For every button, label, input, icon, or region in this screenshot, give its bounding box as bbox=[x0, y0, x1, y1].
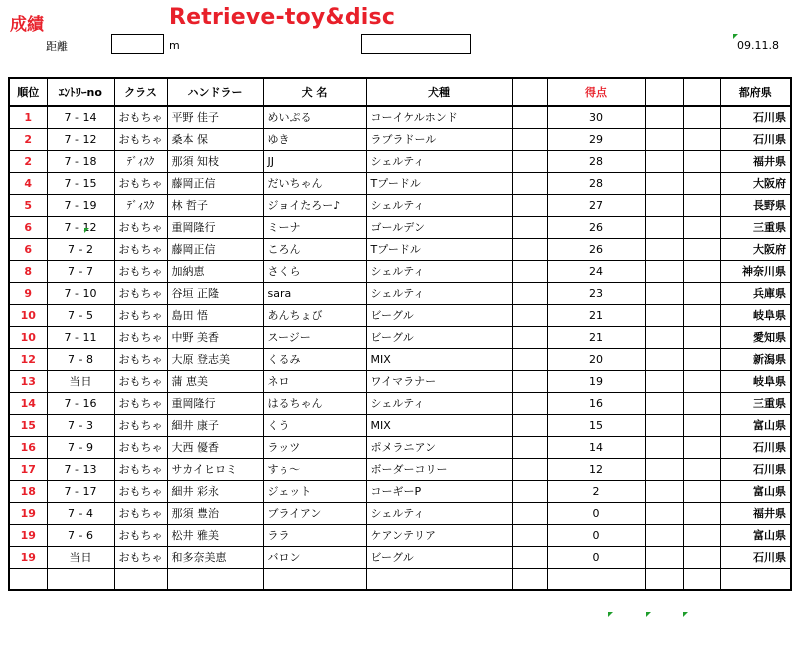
cell-class[interactable]: おもちゃ bbox=[114, 392, 167, 414]
cell-score[interactable]: 23 bbox=[547, 282, 645, 304]
cell-breed[interactable]: ゴールデン bbox=[366, 216, 512, 238]
col-breed: 犬種 bbox=[366, 78, 512, 106]
table-row bbox=[9, 370, 791, 392]
cell-handler[interactable]: 松井 雅美 bbox=[167, 524, 263, 546]
comment-marker-icon[interactable] bbox=[683, 612, 688, 617]
cell-dog-name[interactable]: くう bbox=[263, 414, 366, 436]
cell-handler[interactable]: 蒲 恵美 bbox=[167, 370, 263, 392]
cell-rank[interactable]: 10 bbox=[9, 326, 47, 348]
cell-dog-name[interactable]: ネロ bbox=[263, 370, 366, 392]
col-blank-3 bbox=[683, 78, 720, 106]
cell-breed[interactable]: ビーグル bbox=[366, 326, 512, 348]
table-row bbox=[9, 502, 791, 524]
cell-prefecture[interactable]: 神奈川県 bbox=[720, 260, 791, 282]
cell-handler[interactable]: 谷垣 正隆 bbox=[167, 282, 263, 304]
cell-dog-name[interactable]: スージー bbox=[263, 326, 366, 348]
cell-class[interactable]: おもちゃ bbox=[114, 216, 167, 238]
cell-breed[interactable]: ビーグル bbox=[366, 546, 512, 568]
cell-rank[interactable]: 2 bbox=[9, 128, 47, 150]
cell-rank[interactable]: 1 bbox=[9, 106, 47, 128]
table-row bbox=[9, 304, 791, 326]
cell-blank[interactable] bbox=[512, 480, 547, 502]
col-entry: ｴﾝﾄﾘｰno bbox=[47, 78, 114, 106]
cell-score[interactable]: 20 bbox=[547, 348, 645, 370]
cell-blank[interactable] bbox=[683, 238, 720, 260]
cell-entry[interactable]: 7 - 5 bbox=[47, 304, 114, 326]
cell-entry[interactable]: 7 - 12 bbox=[47, 216, 114, 238]
cell-dog-name[interactable]: ジェット bbox=[263, 480, 366, 502]
cell-blank[interactable] bbox=[645, 568, 683, 590]
cell-prefecture[interactable]: 石川県 bbox=[720, 546, 791, 568]
cell-blank[interactable] bbox=[683, 326, 720, 348]
cell-handler[interactable]: 重岡隆行 bbox=[167, 392, 263, 414]
cell-blank[interactable] bbox=[547, 568, 645, 590]
table-row bbox=[9, 326, 791, 348]
cell-rank[interactable]: 19 bbox=[9, 546, 47, 568]
cell-dog-name[interactable]: くるみ bbox=[263, 348, 366, 370]
cell-entry[interactable]: 7 - 14 bbox=[47, 106, 114, 128]
cell-rank[interactable]: 5 bbox=[9, 194, 47, 216]
cell-class[interactable]: おもちゃ bbox=[114, 502, 167, 524]
cell-entry[interactable]: 7 - 9 bbox=[47, 436, 114, 458]
cell-score[interactable]: 16 bbox=[547, 392, 645, 414]
cell-handler[interactable]: 細井 彩永 bbox=[167, 480, 263, 502]
cell-breed[interactable]: ケアンテリア bbox=[366, 524, 512, 546]
cell-score[interactable]: 15 bbox=[547, 414, 645, 436]
cell-prefecture[interactable]: 岐阜県 bbox=[720, 304, 791, 326]
cell-blank[interactable] bbox=[645, 172, 683, 194]
cell-blank[interactable] bbox=[512, 194, 547, 216]
cell-blank[interactable] bbox=[645, 392, 683, 414]
table-row bbox=[9, 150, 791, 172]
cell-class[interactable]: おもちゃ bbox=[114, 106, 167, 128]
cell-entry[interactable]: 7 - 4 bbox=[47, 502, 114, 524]
table-row bbox=[9, 172, 791, 194]
cell-dog-name[interactable]: あんちょび bbox=[263, 304, 366, 326]
cell-entry[interactable]: 7 - 19 bbox=[47, 194, 114, 216]
cell-class[interactable]: おもちゃ bbox=[114, 326, 167, 348]
cell-blank[interactable] bbox=[645, 370, 683, 392]
cell-blank[interactable] bbox=[645, 150, 683, 172]
cell-blank[interactable] bbox=[512, 150, 547, 172]
cell-entry[interactable]: 7 - 7 bbox=[47, 260, 114, 282]
cell-class[interactable]: ﾃﾞｨｽｸ bbox=[114, 194, 167, 216]
cell-blank[interactable] bbox=[645, 524, 683, 546]
distance-label: 距離 bbox=[46, 40, 68, 53]
cell-blank[interactable] bbox=[645, 348, 683, 370]
cell-score[interactable]: 28 bbox=[547, 150, 645, 172]
cell-blank[interactable] bbox=[683, 502, 720, 524]
cell-blank[interactable] bbox=[512, 128, 547, 150]
cell-rank[interactable]: 14 bbox=[9, 392, 47, 414]
cell-entry[interactable]: 当日 bbox=[47, 370, 114, 392]
cell-rank[interactable]: 10 bbox=[9, 304, 47, 326]
cell-blank[interactable] bbox=[645, 502, 683, 524]
table-row bbox=[9, 524, 791, 546]
cell-blank[interactable] bbox=[645, 282, 683, 304]
cell-prefecture[interactable]: 福井県 bbox=[720, 150, 791, 172]
cell-dog-name[interactable]: ゆき bbox=[263, 128, 366, 150]
cell-blank[interactable] bbox=[512, 216, 547, 238]
cell-blank[interactable] bbox=[114, 568, 167, 590]
cell-prefecture[interactable]: 三重県 bbox=[720, 216, 791, 238]
cell-class[interactable]: おもちゃ bbox=[114, 238, 167, 260]
cell-dog-name[interactable]: ジョイたろー♪ bbox=[263, 194, 366, 216]
cell-blank[interactable] bbox=[645, 326, 683, 348]
cell-breed[interactable]: シェルティ bbox=[366, 392, 512, 414]
cell-prefecture[interactable]: 大阪府 bbox=[720, 172, 791, 194]
cell-blank[interactable] bbox=[683, 436, 720, 458]
cell-blank[interactable] bbox=[512, 392, 547, 414]
cell-breed[interactable]: ラブラドール bbox=[366, 128, 512, 150]
col-blank-2 bbox=[645, 78, 683, 106]
cell-breed[interactable]: Tプードル bbox=[366, 172, 512, 194]
cell-handler[interactable]: サカイヒロミ bbox=[167, 458, 263, 480]
cell-handler[interactable]: 和多奈美恵 bbox=[167, 546, 263, 568]
cell-dog-name[interactable]: さくら bbox=[263, 260, 366, 282]
cell-rank[interactable]: 2 bbox=[9, 150, 47, 172]
cell-blank[interactable] bbox=[683, 348, 720, 370]
cell-prefecture[interactable]: 石川県 bbox=[720, 106, 791, 128]
cell-blank[interactable] bbox=[512, 502, 547, 524]
cell-blank[interactable] bbox=[512, 238, 547, 260]
comment-marker-icon[interactable] bbox=[84, 228, 89, 233]
cell-blank[interactable] bbox=[512, 282, 547, 304]
table-row bbox=[9, 282, 791, 304]
cell-score[interactable]: 19 bbox=[547, 370, 645, 392]
cell-breed[interactable]: MIX bbox=[366, 414, 512, 436]
cell-blank[interactable] bbox=[645, 194, 683, 216]
cell-prefecture[interactable]: 石川県 bbox=[720, 128, 791, 150]
cell-breed[interactable]: ビーグル bbox=[366, 304, 512, 326]
cell-blank[interactable] bbox=[683, 392, 720, 414]
cell-blank[interactable] bbox=[645, 546, 683, 568]
cell-blank[interactable] bbox=[512, 370, 547, 392]
cell-blank[interactable] bbox=[512, 172, 547, 194]
cell-blank[interactable] bbox=[512, 260, 547, 282]
cell-breed[interactable]: シェルティ bbox=[366, 282, 512, 304]
table-row bbox=[9, 106, 791, 128]
cell-rank[interactable]: 8 bbox=[9, 260, 47, 282]
col-dog-name: 犬 名 bbox=[263, 78, 366, 106]
cell-prefecture[interactable]: 三重県 bbox=[720, 392, 791, 414]
cell-blank[interactable] bbox=[645, 436, 683, 458]
cell-handler[interactable]: 藤岡正信 bbox=[167, 172, 263, 194]
cell-rank[interactable]: 19 bbox=[9, 524, 47, 546]
cell-blank[interactable] bbox=[683, 568, 720, 590]
cell-prefecture[interactable]: 愛知県 bbox=[720, 326, 791, 348]
event-date: 09.11.8 bbox=[737, 39, 779, 52]
cell-score[interactable]: 24 bbox=[547, 260, 645, 282]
cell-class[interactable]: おもちゃ bbox=[114, 480, 167, 502]
cell-class[interactable]: おもちゃ bbox=[114, 282, 167, 304]
cell-handler[interactable]: 島田 悟 bbox=[167, 304, 263, 326]
cell-score[interactable]: 12 bbox=[547, 458, 645, 480]
cell-blank[interactable] bbox=[167, 568, 263, 590]
cell-class[interactable]: おもちゃ bbox=[114, 370, 167, 392]
cell-breed[interactable]: ボーダーコリー bbox=[366, 458, 512, 480]
cell-blank[interactable] bbox=[645, 216, 683, 238]
cell-rank[interactable]: 17 bbox=[9, 458, 47, 480]
cell-class[interactable]: おもちゃ bbox=[114, 304, 167, 326]
cell-blank[interactable] bbox=[263, 568, 366, 590]
cell-dog-name[interactable]: めいぷる bbox=[263, 106, 366, 128]
cell-blank[interactable] bbox=[683, 304, 720, 326]
cell-blank[interactable] bbox=[683, 106, 720, 128]
cell-blank[interactable] bbox=[512, 568, 547, 590]
cell-prefecture[interactable]: 石川県 bbox=[720, 458, 791, 480]
table-row bbox=[9, 480, 791, 502]
cell-rank[interactable]: 19 bbox=[9, 502, 47, 524]
cell-score[interactable]: 30 bbox=[547, 106, 645, 128]
header-row bbox=[9, 78, 791, 106]
col-score: 得点 bbox=[547, 78, 645, 106]
cell-prefecture[interactable]: 大阪府 bbox=[720, 238, 791, 260]
cell-dog-name[interactable]: ラッツ bbox=[263, 436, 366, 458]
cell-blank[interactable] bbox=[683, 370, 720, 392]
cell-handler[interactable]: 細井 康子 bbox=[167, 414, 263, 436]
cell-breed[interactable]: MIX bbox=[366, 348, 512, 370]
cell-rank[interactable]: 18 bbox=[9, 480, 47, 502]
cell-breed[interactable]: シェルティ bbox=[366, 194, 512, 216]
cell-blank[interactable] bbox=[683, 414, 720, 436]
cell-blank[interactable] bbox=[683, 480, 720, 502]
cell-rank[interactable]: 6 bbox=[9, 238, 47, 260]
cell-rank[interactable]: 12 bbox=[9, 348, 47, 370]
cell-class[interactable]: おもちゃ bbox=[114, 436, 167, 458]
cell-blank[interactable] bbox=[645, 106, 683, 128]
col-handler: ハンドラー bbox=[167, 78, 263, 106]
cell-score[interactable]: 0 bbox=[547, 546, 645, 568]
comment-marker-icon[interactable] bbox=[608, 612, 613, 617]
distance-input-cell[interactable] bbox=[111, 34, 164, 54]
cell-blank[interactable] bbox=[645, 128, 683, 150]
cell-blank[interactable] bbox=[512, 326, 547, 348]
cell-handler[interactable]: 藤岡正信 bbox=[167, 238, 263, 260]
cell-score[interactable]: 0 bbox=[547, 524, 645, 546]
cell-score[interactable]: 14 bbox=[547, 436, 645, 458]
cell-entry[interactable]: 7 - 8 bbox=[47, 348, 114, 370]
cell-dog-name[interactable]: JJ bbox=[263, 150, 366, 172]
cell-rank[interactable]: 6 bbox=[9, 216, 47, 238]
cell-score[interactable]: 21 bbox=[547, 326, 645, 348]
cell-prefecture[interactable]: 新潟県 bbox=[720, 348, 791, 370]
cell-entry[interactable]: 7 - 15 bbox=[47, 172, 114, 194]
cell-blank[interactable] bbox=[512, 436, 547, 458]
cell-score[interactable]: 27 bbox=[547, 194, 645, 216]
cell-entry[interactable]: 7 - 17 bbox=[47, 480, 114, 502]
cell-rank[interactable]: 16 bbox=[9, 436, 47, 458]
cell-rank[interactable]: 15 bbox=[9, 414, 47, 436]
cell-dog-name[interactable]: ララ bbox=[263, 524, 366, 546]
cell-blank[interactable] bbox=[683, 282, 720, 304]
table-row bbox=[9, 128, 791, 150]
cell-prefecture[interactable]: 石川県 bbox=[720, 436, 791, 458]
table-row bbox=[9, 238, 791, 260]
cell-breed[interactable]: シェルティ bbox=[366, 502, 512, 524]
col-class: クラス bbox=[114, 78, 167, 106]
cell-entry[interactable]: 7 - 16 bbox=[47, 392, 114, 414]
cell-dog-name[interactable]: はるちゃん bbox=[263, 392, 366, 414]
cell-dog-name[interactable]: ころん bbox=[263, 238, 366, 260]
cell-blank[interactable] bbox=[683, 260, 720, 282]
cell-blank[interactable] bbox=[683, 150, 720, 172]
table-row bbox=[9, 348, 791, 370]
cell-score[interactable]: 26 bbox=[547, 238, 645, 260]
cell-score[interactable]: 2 bbox=[547, 480, 645, 502]
cell-entry[interactable]: 7 - 10 bbox=[47, 282, 114, 304]
cell-blank[interactable] bbox=[512, 106, 547, 128]
cell-blank[interactable] bbox=[645, 304, 683, 326]
cell-breed[interactable]: コーイケルホンド bbox=[366, 106, 512, 128]
cell-dog-name[interactable]: sara bbox=[263, 282, 366, 304]
cell-handler[interactable]: 平野 佳子 bbox=[167, 106, 263, 128]
cell-score[interactable]: 21 bbox=[547, 304, 645, 326]
cell-dog-name[interactable]: すぅ～ bbox=[263, 458, 366, 480]
cell-prefecture[interactable]: 福井県 bbox=[720, 502, 791, 524]
cell-dog-name[interactable]: ブライアン bbox=[263, 502, 366, 524]
cell-class[interactable]: おもちゃ bbox=[114, 128, 167, 150]
cell-score[interactable]: 26 bbox=[547, 216, 645, 238]
cell-breed[interactable]: ポメラニアン bbox=[366, 436, 512, 458]
distance-unit: m bbox=[169, 39, 180, 52]
col-rank: 順位 bbox=[9, 78, 47, 106]
cell-entry[interactable]: 7 - 12 bbox=[47, 128, 114, 150]
cell-handler[interactable]: 那須 豊治 bbox=[167, 502, 263, 524]
cell-score[interactable]: 29 bbox=[547, 128, 645, 150]
cell-dog-name[interactable]: バロン bbox=[263, 546, 366, 568]
cell-blank[interactable] bbox=[512, 414, 547, 436]
cell-entry[interactable]: 7 - 6 bbox=[47, 524, 114, 546]
cell-breed[interactable]: Tプードル bbox=[366, 238, 512, 260]
table-row bbox=[9, 414, 791, 436]
cell-handler[interactable]: 中野 美香 bbox=[167, 326, 263, 348]
cell-class[interactable]: おもちゃ bbox=[114, 348, 167, 370]
cell-blank[interactable] bbox=[512, 348, 547, 370]
cell-breed[interactable]: シェルティ bbox=[366, 260, 512, 282]
cell-blank[interactable] bbox=[683, 524, 720, 546]
cell-blank[interactable] bbox=[683, 546, 720, 568]
cell-blank[interactable] bbox=[512, 524, 547, 546]
cell-blank[interactable] bbox=[683, 128, 720, 150]
cell-class[interactable]: おもちゃ bbox=[114, 260, 167, 282]
cell-handler[interactable]: 重岡隆行 bbox=[167, 216, 263, 238]
cell-prefecture[interactable]: 富山県 bbox=[720, 480, 791, 502]
cell-prefecture[interactable]: 長野県 bbox=[720, 194, 791, 216]
cell-rank[interactable]: 13 bbox=[9, 370, 47, 392]
cell-handler[interactable]: 那須 知枝 bbox=[167, 150, 263, 172]
col-blank-1 bbox=[512, 78, 547, 106]
cell-prefecture[interactable]: 岐阜県 bbox=[720, 370, 791, 392]
table-row bbox=[9, 260, 791, 282]
cell-handler[interactable]: 大西 優香 bbox=[167, 436, 263, 458]
results-table bbox=[8, 77, 792, 591]
cell-handler[interactable]: 加納恵 bbox=[167, 260, 263, 282]
cell-rank[interactable]: 4 bbox=[9, 172, 47, 194]
cell-entry[interactable]: 7 - 13 bbox=[47, 458, 114, 480]
cell-blank[interactable] bbox=[645, 480, 683, 502]
table-row bbox=[9, 436, 791, 458]
table-row bbox=[9, 194, 791, 216]
cell-class[interactable]: ﾃﾞｨｽｸ bbox=[114, 150, 167, 172]
cell-blank[interactable] bbox=[683, 172, 720, 194]
cell-breed[interactable]: ワイマラナー bbox=[366, 370, 512, 392]
cell-class[interactable]: おもちゃ bbox=[114, 414, 167, 436]
cell-handler[interactable]: 林 哲子 bbox=[167, 194, 263, 216]
cell-blank[interactable] bbox=[47, 568, 114, 590]
cell-breed[interactable]: シェルティ bbox=[366, 150, 512, 172]
cell-entry[interactable]: 当日 bbox=[47, 546, 114, 568]
table-row bbox=[9, 546, 791, 568]
cell-prefecture[interactable]: 富山県 bbox=[720, 414, 791, 436]
table-row-empty bbox=[9, 568, 791, 590]
cell-class[interactable]: おもちゃ bbox=[114, 524, 167, 546]
cell-blank[interactable] bbox=[9, 568, 47, 590]
cell-blank[interactable] bbox=[366, 568, 512, 590]
cell-blank[interactable] bbox=[683, 216, 720, 238]
cell-blank[interactable] bbox=[645, 414, 683, 436]
col-prefecture: 都府県 bbox=[720, 78, 791, 106]
results-label: 成績 bbox=[10, 15, 44, 35]
cell-class[interactable]: おもちゃ bbox=[114, 172, 167, 194]
cell-entry[interactable]: 7 - 2 bbox=[47, 238, 114, 260]
cell-blank[interactable] bbox=[512, 304, 547, 326]
cell-prefecture[interactable]: 富山県 bbox=[720, 524, 791, 546]
cell-blank[interactable] bbox=[720, 568, 791, 590]
cell-prefecture[interactable]: 兵庫県 bbox=[720, 282, 791, 304]
cell-class[interactable]: おもちゃ bbox=[114, 458, 167, 480]
cell-blank[interactable] bbox=[645, 260, 683, 282]
cell-entry[interactable]: 7 - 3 bbox=[47, 414, 114, 436]
table-row bbox=[9, 216, 791, 238]
cell-blank[interactable] bbox=[645, 458, 683, 480]
cell-handler[interactable]: 桑本 保 bbox=[167, 128, 263, 150]
cell-blank[interactable] bbox=[683, 194, 720, 216]
event-title: Retrieve-toy&disc bbox=[169, 5, 396, 30]
cell-blank[interactable] bbox=[512, 546, 547, 568]
cell-handler[interactable]: 大原 登志美 bbox=[167, 348, 263, 370]
cell-rank[interactable]: 9 bbox=[9, 282, 47, 304]
cell-dog-name[interactable]: ミーナ bbox=[263, 216, 366, 238]
cell-score[interactable]: 0 bbox=[547, 502, 645, 524]
table-row bbox=[9, 458, 791, 480]
cell-entry[interactable]: 7 - 18 bbox=[47, 150, 114, 172]
cell-dog-name[interactable]: だいちゃん bbox=[263, 172, 366, 194]
cell-breed[interactable]: コーギーP bbox=[366, 480, 512, 502]
cell-blank[interactable] bbox=[645, 238, 683, 260]
blank-input-cell[interactable] bbox=[361, 34, 471, 54]
cell-blank[interactable] bbox=[683, 458, 720, 480]
cell-blank[interactable] bbox=[512, 458, 547, 480]
comment-marker-icon[interactable] bbox=[646, 612, 651, 617]
cell-entry[interactable]: 7 - 11 bbox=[47, 326, 114, 348]
cell-class[interactable]: おもちゃ bbox=[114, 546, 167, 568]
table-row bbox=[9, 392, 791, 414]
cell-score[interactable]: 28 bbox=[547, 172, 645, 194]
